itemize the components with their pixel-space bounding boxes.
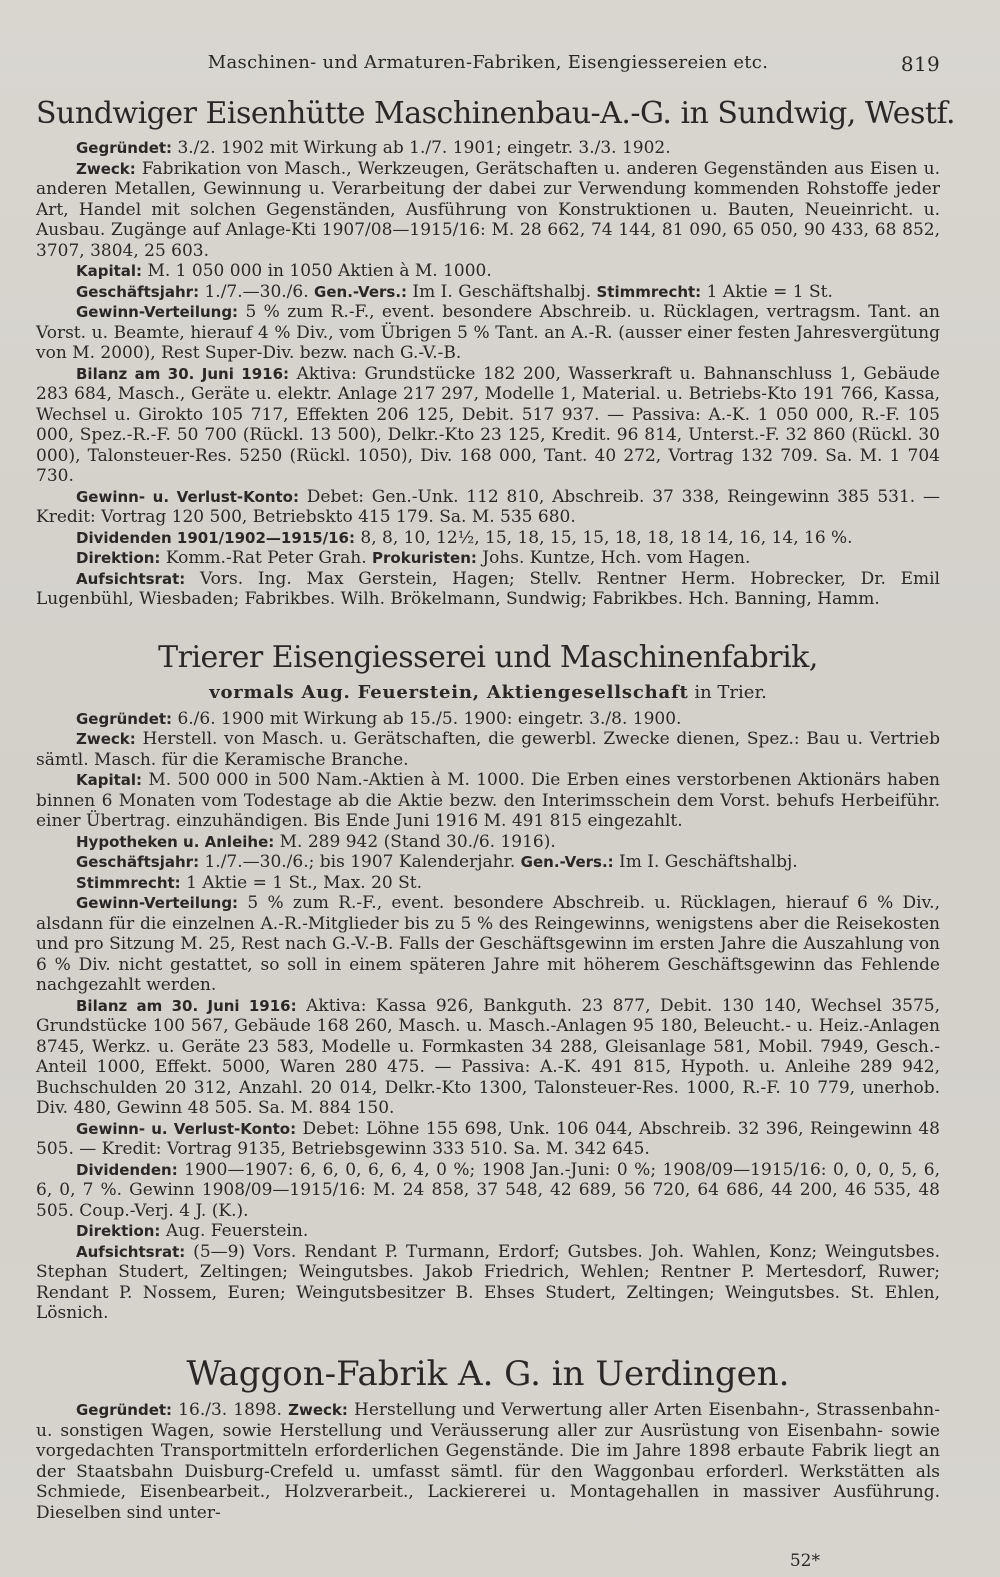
- running-title: Maschinen- und Armaturen-Fabriken, Eisengiessereien etc.: [207, 52, 769, 73]
- company-title-sundwig: Sundwiger Eisenhütte Maschinenbau-A.-G. in Sundwig, Westf.: [36, 96, 956, 131]
- company-title-trier: Trierer Eisengiesserei und Maschinenfabrik,: [158, 639, 818, 675]
- company-subtitle-trier: vormals Aug. Feuerstein, Aktiengesellschaft in Trier.: [209, 681, 767, 703]
- entry-paragraph: Bilanz am 30. Juni 1916: Aktiva: Kassa 926, Bankguth. 23 877, Debit. 130 140, Wechsel 3575, Grundstücke 100 567, Gebäude 168 260, Masch. u. Masch.-Anlagen 95 180, Beleucht.- u. Heiz.-Anlagen 8745, Werkz. u. Geräte 23 583, Modelle u. Formkasten 34 288, Gleisanlage 581, Mobil. 7949, Gesch.-Anteil 1000, Effekt. 5000, Waren 280 475. — Passiva: A.-K. 491 815, Hypoth. u. Anleihe 289 942, Buchschulden 20 312, Anzahl. 20 014, Delkr.-Kto 1300, Talonsteuer-Res. 1000, R.-F. 10 779, unerhob. Div. 480, Gewinn 48 505. Sa. M. 884 150.: [36, 995, 940, 1118]
- entry-paragraph: Direktion: Aug. Feuerstein.: [76, 1221, 309, 1241]
- company-entry-uerdingen: [36, 1400, 940, 1523]
- entry-paragraph: Aufsichtsrat: (5—9) Vors. Rendant P. Turmann, Erdorf; Gutsbes. Joh. Wahlen, Konz; Weingutsbes. Stephan Studert, Zeltingen; Weingutsbes. Jakob Friedrich, Wehlen; Rentner P. Mertesdorf, Ruwer; Rendant P. Nossem, Euren; Weingutsbesitzer B. Ehses Studert, Zeltingen; Weingutsbes. St. Ehlen, Lösnich.: [36, 1241, 940, 1323]
- entry-paragraph: Zweck: Fabrikation von Masch., Werkzeugen, Gerätschaften u. anderen Gegenständen aus Eisen u. anderen Metallen, Gewinnung u. Verarbeitung der dabei zur Verwendung kommenden Rohstoffe jeder Art, Handel mit solchen Gegenständen, Ausführung von Konstruktionen u. Bauten, Neueinricht. u. Ausbau. Zugänge auf Anlage-Kti 1907/08—1915/16: M. 28 662, 74 144, 81 090, 65 050, 90 433, 68 852, 3707, 3804, 25 603.: [36, 158, 940, 261]
- entry-paragraph: Gegründet: 6./6. 1900 mit Wirkung ab 15./5. 1900: eingetr. 3./8. 1900.: [76, 708, 682, 729]
- entry-paragraph: Gewinn-Verteilung: 5 % zum R.-F., event. besondere Abschreib. u. Rücklagen, vertragsm. Tant. an Vorst. u. Beamte, hierauf 4 % Div., vom Übrigen 5 % Tant. an A.-R. (ausser einer festen Jahresvergütung von M. 2000), Rest Super-Div. bezw. nach G.-V.-B.: [36, 302, 940, 363]
- company-entry-trier: [36, 709, 940, 1324]
- running-head: [36, 52, 940, 86]
- entry-paragraph: Stimmrecht: 1 Aktie = 1 St., Max. 20 St.: [76, 872, 423, 893]
- entry-paragraph: Geschäftsjahr: 1./7.—30./6. Gen.-Vers.: Im I. Geschäftshalbj. Stimmrecht: 1 Aktie = 1 St.: [76, 281, 833, 302]
- signature-mark: 52*: [789, 1551, 820, 1571]
- entry-paragraph: Bilanz am 30. Juni 1916: Aktiva: Grundstücke 182 200, Wasserkraft u. Bahnanschluss 1, Gebäude 283 684, Masch., Geräte u. elektr. Anlage 217 297, Modelle 1, Material. u. Betriebs-Kto 191 766, Kassa, Wechsel u. Girokto 105 717, Effekten 206 125, Debit. 517 937. — Passiva: A.-K. 1 050 000, R.-F. 105 000, Spez.-R.-F. 50 700 (Rückl. 13 500), Delkr.-Kto 23 125, Kredit. 96 814, Unterst.-F. 32 860 (Rückl. 30 000), Talonsteuer-Res. 5250 (Rückl. 1050), Div. 168 000, Tant. 40 272, Vortrag 132 709. Sa. M. 1 704 730.: [36, 363, 940, 486]
- company-title-uerdingen: Waggon-Fabrik A. G. in Uerdingen.: [186, 1353, 790, 1394]
- entry-paragraph: Gegründet: 3./2. 1902 mit Wirkung ab 1./7. 1901; eingetr. 3./3. 1902.: [76, 138, 671, 158]
- entry-paragraph: Geschäftsjahr: 1./7.—30./6.; bis 1907 Kalenderjahr. Gen.-Vers.: Im I. Geschäftshalbj.: [76, 852, 798, 872]
- entry-paragraph: Gewinn-Verteilung: 5 % zum R.-F., event. besondere Abschreib. u. Rücklagen, hierauf 6 % Div., alsdann für die einzelnen A.-R.-Mitglieder bis zu 5 % des Reingewinns, wenigstens aber die Reisekosten und pro Sitzung M. 25, Rest nach G.-V.-B. Falls der Geschäftsgewinn im ersten Jahre die Auszahlung von 6 % Div. nicht gestattet, so soll in einem späteren Jahre mit höherem Geschäftsgewinn das Fehlende nachgezahlt werden.: [36, 893, 940, 995]
- entry-paragraph: Gewinn- u. Verlust-Konto: Debet: Löhne 155 698, Unk. 106 044, Abschreib. 32 396, Reingewinn 48 505. — Kredit: Vortrag 9135, Betriebsgewinn 333 510. Sa. M. 342 645.: [36, 1118, 940, 1159]
- entry-paragraph: Zweck: Herstell. von Masch. u. Gerätschaften, die gewerbl. Zwecke dienen, Spez.: Bau u. Vertrieb sämtl. Masch. für die Keramische Branche.: [36, 729, 940, 770]
- entry-paragraph: Dividenden: 1900—1907: 6, 6, 0, 6, 6, 4, 0 %; 1908 Jan.-Juni: 0 %; 1908/09—1915/16: 0, 0, 0, 5, 6, 6, 0, 7 %. Gewinn 1908/09—1915/16: M. 24 858, 37 548, 42 689, 56 720, 64 686, 44 200, 46 535, 48 505. Coup.-Verj. 4 J. (K.).: [36, 1159, 940, 1221]
- page-number: 819: [900, 52, 940, 76]
- entry-paragraph: Aufsichtsrat: Vors. Ing. Max Gerstein, Hagen; Stellv. Rentner Herm. Hobrecker, Dr. Emil Lugenbühl, Wiesbaden; Fabrikbes. Wilh. Brökelmann, Sundwig; Fabrikbes. Hch. Banning, Hamm.: [36, 568, 940, 609]
- company-entry-sundwig: [36, 138, 940, 610]
- entry-paragraph: Dividenden 1901/1902—1915/16: 8, 8, 10, 12½, 15, 18, 15, 15, 18, 18, 18 14, 16, 14, 16 %.: [76, 527, 853, 548]
- entry-paragraph: Kapital: M. 1 050 000 in 1050 Aktien à M. 1000.: [76, 261, 492, 281]
- entry-paragraph: Gegründet: 16./3. 1898. Zweck: Herstellung und Verwertung aller Arten Eisenbahn-, Strassenbahn- u. sonstigen Wagen, sowie Herstellung und Veräusserung aller zur Ausrüstung von Eisenbahn- sowie vorgedachten Transportmitteln erforderlichen Gegenstände. Die im Jahre 1898 erbaute Fabrik liegt an der Staatsbahn Duisburg-Crefeld u. umfasst sämtl. für den Waggonbau erforderl. Werkstätten als Schmiede, Eisenbearbeit., Holzverarbeit., Lackiererei u. Montagehallen in massiver Ausführung. Dieselben sind unter-: [36, 1400, 940, 1523]
- entry-paragraph: Direktion: Komm.-Rat Peter Grah. Prokuristen: Johs. Kuntze, Hch. vom Hagen.: [76, 548, 751, 568]
- entry-paragraph: Gewinn- u. Verlust-Konto: Debet: Gen.-Unk. 112 810, Abschreib. 37 338, Reingewinn 385 531. — Kredit: Vortrag 120 500, Betriebskto 415 179. Sa. M. 535 680.: [36, 486, 940, 527]
- entry-paragraph: Hypotheken u. Anleihe: M. 289 942 (Stand 30./6. 1916).: [76, 831, 556, 852]
- entry-paragraph: Kapital: M. 500 000 in 500 Nam.-Aktien à M. 1000. Die Erben eines verstorbenen Aktionärs haben binnen 6 Monaten vom Todestage ab die Aktie bezw. den Interimsschein dem Vorst. behufs Herbeiführ. einer Übertrag. einzuhändigen. Bis Ende Juni 1916 M. 491 815 eingezahlt.: [36, 770, 940, 831]
